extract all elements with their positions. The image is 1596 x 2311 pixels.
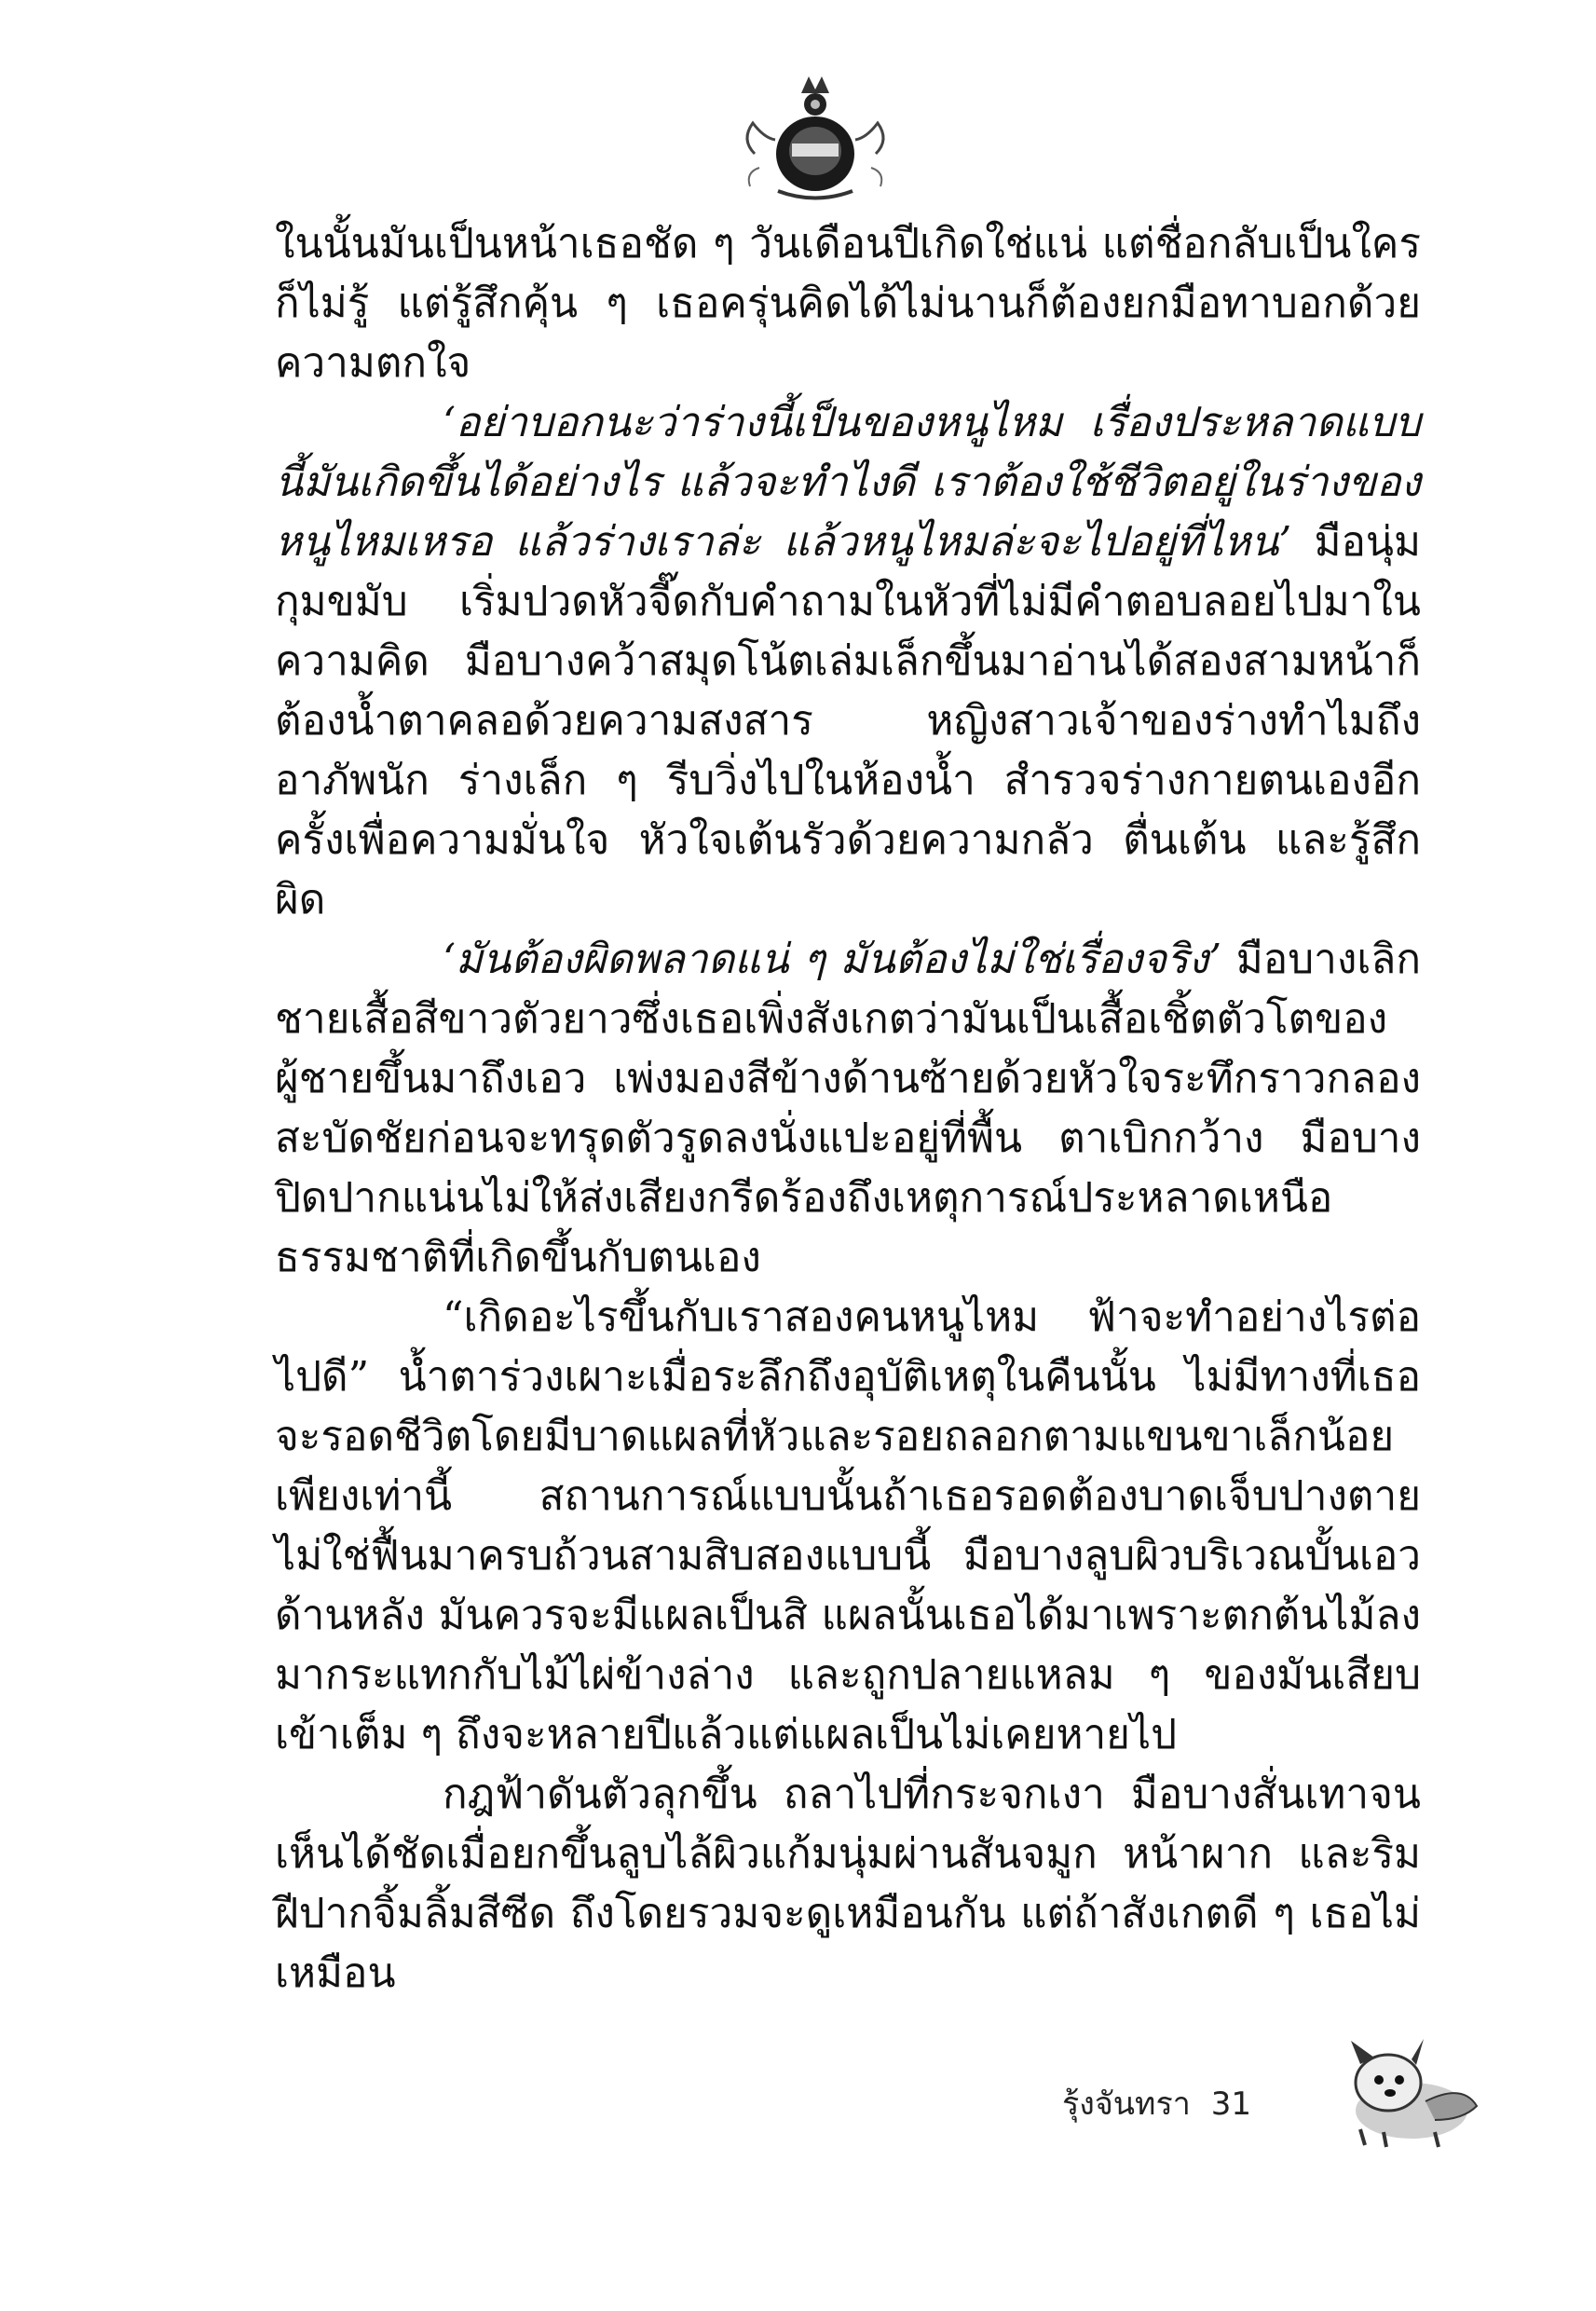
book-title: รุ้งจันทรา — [1062, 2085, 1191, 2123]
paragraph — [275, 214, 1421, 393]
paragraph — [275, 930, 1421, 1288]
paragraph-text: ในนั้นมันเป็นหน้าเธอชัด ๆ วันเดือนปีเกิดใช่แน่ แต่ชื่อกลับเป็นใครก็ไม่รู้ แต่รู้สึกคุ้น ๆ เธอครุ่นคิดได้ไม่นานก็ต้องยกมือทาบอกด้วยความตกใจ — [275, 220, 1421, 387]
paragraph-text: มือนุ่มกุมขมับ เริ่มปวดหัวจี๊ดกับคำถามในหัวที่ไม่มีคำตอบลอยไปมาในความคิด มือบางคว้าสมุดโน้ตเล่มเล็กขึ้นมาอ่านได้สองสามหน้าก็ต้องน้ำตาคลอด้วยความสงสาร หญิงสาวเจ้าของร่างทำไมถึงอาภัพนัก ร่างเล็ก ๆ รีบวิ่งไปในห้องน้ำ สำรวจร่างกายตนเองอีกครั้งเพื่อความมั่นใจ หัวใจเต้นรัวด้วยความกลัว ตื่นเต้น และรู้สึกผิด — [275, 518, 1421, 923]
paragraph — [275, 1765, 1421, 2003]
paragraph-text: มือบางเลิกชายเสื้อสีขาวตัวยาวซึ่งเธอเพิ่งสังเกตว่ามันเป็นเสื้อเชิ้ตตัวโตของผู้ชายขึ้นมาถึงเอว เพ่งมองสีข้างด้านซ้ายด้วยหัวใจระทึกราวกลองสะบัดชัยก่อนจะทรุดตัวรูดลงนั่งแปะอยู่ที่พื้น ตาเบิกกว้าง มือบางปิดปากแน่นไม่ให้ส่งเสียงกรีดร้องถึงเหตุการณ์ประหลาดเหนือธรรมชาติที่เกิดขึ้นกับตนเอง — [275, 936, 1421, 1281]
paragraph — [275, 393, 1421, 930]
paragraph-text: “เกิดอะไรขึ้นกับเราสองคนหนูไหม ฟ้าจะทำอย่างไรต่อไปดี” น้ำตาร่วงเผาะเมื่อระลึกถึงอุบัติเหตุในคืนนั้น ไม่มีทางที่เธอจะรอดชีวิตโดยมีบาดแผลที่หัวและรอยถลอกตามแขนขาเล็กน้อยเพียงเท่านี้ สถานการณ์แบบนั้นถ้าเธอรอดต้องบาดเจ็บปางตาย ไม่ใช่ฟื้นมาครบถ้วนสามสิบสองแบบนี้ มือบางลูบผิวบริเวณบั้นเอวด้านหลัง มันควรจะมีแผลเป็นสิ แผลนั้นเธอได้มาเพราะตกต้นไม้ลงมากระแทกกับไม้ไผ่ข้างล่าง และถูกปลายแหลม ๆ ของมันเสียบเข้าเต็ม ๆ ถึงจะหลายปีแล้วแต่แผลเป็นไม่เคยหายไป — [275, 1293, 1421, 1758]
inner-thought-text: ‘มันต้องผิดพลาดแน่ ๆ มันต้องไม่ใช่เรื่องจริง’ — [443, 936, 1222, 983]
page-footer — [1062, 2078, 1272, 2128]
inner-thought-text: ‘อย่าบอกนะว่าร่างนี้เป็นของหนูไหม เรื่องประหลาดแบบนี้มันเกิดขึ้นได้อย่างไร แล้วจะทำไงดี เราต้องใช้ชีวิตอยู่ในร่างของหนูไหมเหรอ แล้วร่างเราล่ะ แล้วหนูไหมล่ะจะไปอยู่ที่ไหน’ — [275, 399, 1421, 566]
chapter-body — [275, 214, 1421, 2003]
page-number: 31 — [1210, 2085, 1252, 2123]
paragraph-text: กฎฟ้าดันตัวลุกขึ้น ถลาไปที่กระจกเงา มือบางสั่นเทาจนเห็นได้ชัดเมื่อยกขึ้นลูบไล้ผิวแก้มนุ่มผ่านสันจมูก หน้าผาก และริมฝีปากจิ้มลิ้มสีซีด ถึงโดยรวมจะดูเหมือนกัน แต่ถ้าสังเกตดี ๆ เธอไม่เหมือน — [275, 1771, 1421, 1997]
cartoon-dog-icon — [1323, 2031, 1491, 2153]
crest-ornament-icon — [736, 65, 894, 205]
paragraph — [275, 1288, 1421, 1765]
